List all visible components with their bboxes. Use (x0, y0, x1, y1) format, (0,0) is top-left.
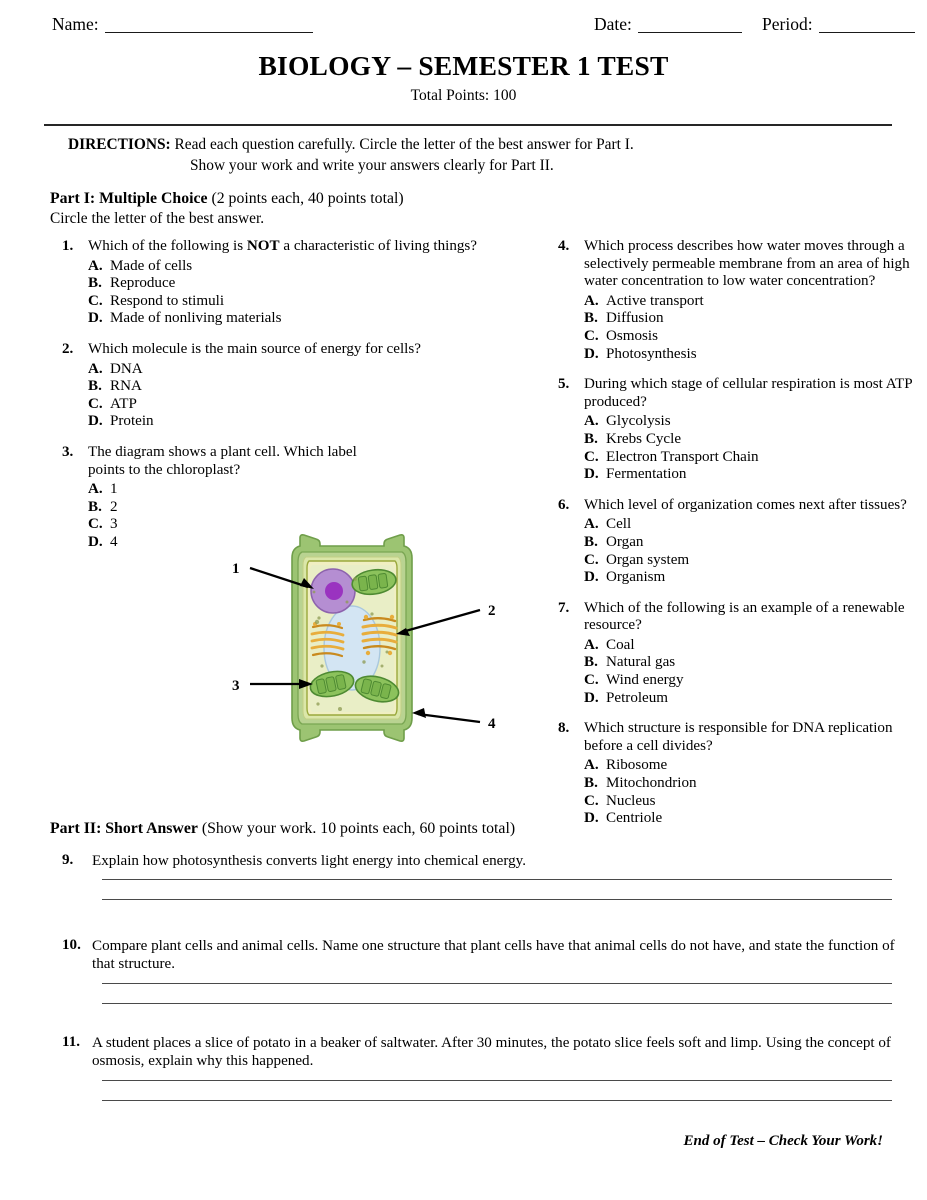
choice-b[interactable] (584, 654, 918, 672)
question-stem: A student places a slice of potato in a beaker of saltwater. After 30 minutes, the potato slice feels soft and limp. Using the concept of osmosis, explain why this happened. (92, 1035, 891, 1070)
choice-letter: C. (584, 672, 599, 689)
directions-line-2: Show your work and write your answers clearly for Part II. (190, 157, 554, 174)
choice-d[interactable] (584, 346, 918, 364)
question-number: 2. (62, 340, 74, 357)
choice-letter: A. (584, 413, 599, 430)
question-5 (558, 376, 918, 484)
question-stem: Which molecule is the main source of energy for cells? (88, 340, 421, 357)
choice-text: Photosynthesis (606, 345, 697, 362)
question-number: 10. (62, 937, 81, 953)
choice-a[interactable] (584, 413, 918, 431)
question-2 (62, 341, 502, 431)
question-stem: Which structure is responsible for DNA replication before a cell divides? (584, 720, 893, 754)
choice-text: 2 (110, 498, 118, 515)
question-stem: Explain how photosynthesis converts light energy into chemical energy. (92, 853, 526, 869)
choice-c[interactable] (88, 396, 502, 414)
question-stem: During which stage of cellular respiration is most ATP produced? (584, 376, 913, 410)
question-number: 6. (558, 496, 570, 513)
question-stem: Which level of organization comes next after tissues? (584, 496, 907, 513)
choice-b[interactable] (88, 275, 502, 293)
choice-text: RNA (110, 378, 142, 395)
choice-a[interactable] (584, 293, 918, 311)
choice-text: Cell (606, 516, 632, 533)
arrow-2-line (402, 610, 480, 632)
date-label: Date: (594, 14, 632, 34)
choice-letter: D. (584, 345, 599, 362)
answer-line[interactable] (102, 983, 892, 984)
choice-d[interactable] (584, 690, 918, 708)
part1-sub-instruction: Circle the letter of the best answer. (50, 210, 265, 227)
choice-text: Organism (606, 569, 666, 586)
choice-letter: C. (88, 395, 103, 412)
plant-cell-figure (222, 532, 512, 764)
choice-d[interactable] (584, 466, 918, 484)
choice-text: Petroleum (606, 689, 669, 706)
choice-c[interactable] (584, 449, 918, 467)
choice-text: Organ system (606, 551, 690, 568)
choice-a[interactable] (584, 637, 918, 655)
page-title: BIOLOGY – SEMESTER 1 TEST (258, 50, 669, 81)
answer-line[interactable] (102, 1003, 892, 1004)
choice-letter: D. (584, 569, 599, 586)
directions-text-1: Read each question carefully. Circle the letter of the best answer for Part I. (174, 136, 634, 153)
choice-text: 4 (110, 533, 118, 550)
stem-post: a characteristic of living things? (279, 238, 477, 254)
directions-block (68, 134, 898, 176)
choice-d[interactable] (584, 569, 918, 587)
short-answer-10 (62, 937, 898, 1023)
choice-text: Active transport (606, 292, 704, 309)
question-stem: Compare plant cells and animal cells. Name one structure that plant cells have that animal cells do not have, and state the function of that structure. (92, 938, 895, 973)
answer-lines[interactable] (102, 879, 898, 900)
question-stem: Which of the following is an example of a renewable resource? (584, 599, 905, 634)
choice-text: Protein (110, 413, 154, 430)
question-number: 1. (62, 238, 74, 254)
answer-lines[interactable] (102, 1080, 898, 1101)
choice-text: Mitochondrion (606, 775, 697, 792)
question-number: 9. (62, 852, 74, 868)
name-blank-rule[interactable] (105, 32, 313, 33)
answer-lines[interactable] (102, 983, 898, 1004)
choice-c[interactable] (584, 328, 918, 346)
directions-line-1 (68, 134, 898, 155)
question-number: 3. (62, 443, 74, 460)
choice-b[interactable] (88, 378, 502, 396)
choice-a[interactable] (88, 481, 502, 499)
choice-letter: A. (88, 257, 103, 274)
choice-letter: D. (584, 810, 599, 827)
period-field[interactable] (762, 14, 915, 35)
choice-text: Organ (606, 533, 644, 550)
choice-letter: C. (584, 792, 599, 809)
choice-d[interactable] (88, 310, 502, 328)
answer-line[interactable] (102, 1100, 892, 1101)
part1-heading-bold: Part I: Multiple Choice (50, 190, 208, 207)
question-stem: The diagram shows a plant cell. Which label points to the chloroplast? (88, 443, 357, 478)
choice-b[interactable] (88, 499, 502, 517)
choice-text: DNA (110, 360, 143, 377)
choice-text: Coal (606, 636, 635, 653)
choice-letter: D. (584, 466, 599, 483)
question-number: 4. (558, 238, 570, 254)
choice-letter: C. (584, 327, 599, 344)
choice-list (88, 361, 502, 431)
choice-letter: D. (584, 689, 599, 706)
choice-letter: D. (88, 413, 103, 430)
choice-letter: A. (584, 516, 599, 533)
choice-letter: A. (88, 360, 103, 377)
question-number: 5. (558, 376, 570, 393)
choice-letter: D. (88, 533, 103, 550)
choice-letter: C. (88, 292, 103, 309)
choice-c[interactable] (88, 293, 502, 311)
date-blank-rule[interactable] (638, 32, 742, 33)
choice-text: ATP (110, 395, 137, 412)
student-info-row (52, 14, 897, 40)
stem-emphasis: NOT (246, 238, 280, 254)
question-column-left (62, 238, 502, 565)
choice-letter: A. (584, 636, 599, 653)
choice-c[interactable] (584, 672, 918, 690)
choice-a[interactable] (584, 516, 918, 534)
header-divider (44, 124, 892, 126)
choice-d[interactable] (584, 810, 918, 828)
choice-text: 1 (110, 481, 118, 498)
part2-heading-bold: Part II: Short Answer (50, 820, 198, 837)
choice-text: Natural gas (606, 654, 676, 671)
choice-list (584, 293, 918, 363)
period-blank-rule[interactable] (819, 32, 915, 33)
choice-text: 3 (110, 516, 118, 533)
choice-letter: C. (88, 516, 103, 533)
choice-text: Respond to stimuli (110, 292, 225, 309)
stem-pre: Which of the following is (88, 238, 247, 254)
question-stem: Which process describes how water moves through a selectively permeable membrane from an area of high water concentration to low water concentration? (584, 238, 910, 290)
date-field[interactable] (594, 14, 742, 35)
part2-heading (50, 820, 515, 838)
question-number: 11. (62, 1034, 81, 1050)
choice-letter: B. (584, 430, 598, 447)
choice-list (584, 516, 918, 586)
figure-label-4: 4 (488, 716, 496, 732)
choice-a[interactable] (88, 258, 502, 276)
figure-label-1: 1 (232, 561, 240, 577)
choice-c[interactable] (584, 793, 918, 811)
answer-line[interactable] (102, 899, 892, 900)
choice-letter: C. (584, 551, 599, 568)
part2-heading-rest: (Show your work. 10 points each, 60 points total) (201, 820, 516, 837)
choice-text: Osmosis (606, 327, 659, 344)
part1-heading (50, 190, 404, 208)
choice-list (584, 637, 918, 707)
choice-letter: B. (584, 310, 598, 327)
name-label: Name: (52, 14, 99, 34)
choice-letter: A. (88, 481, 103, 498)
answer-line[interactable] (102, 879, 892, 880)
choice-letter: D. (88, 310, 103, 327)
choice-c[interactable] (584, 552, 918, 570)
question-1 (62, 238, 502, 328)
choice-letter: B. (584, 775, 598, 792)
question-number: 8. (558, 720, 570, 737)
end-of-test-note: End of Test – Check Your Work! (683, 1133, 883, 1149)
choice-letter: B. (88, 378, 102, 395)
choice-b[interactable] (584, 534, 918, 552)
choice-letter: C. (584, 448, 599, 465)
part1-heading-rest: (2 points each, 40 points total) (211, 190, 404, 207)
question-8 (558, 720, 918, 828)
figure-label-2: 2 (488, 603, 496, 619)
name-field[interactable] (52, 14, 313, 35)
choice-letter: B. (88, 275, 102, 292)
choice-b[interactable] (584, 310, 918, 328)
question-7 (558, 600, 918, 708)
question-column-right (558, 238, 918, 841)
choice-text: Fermentation (606, 466, 687, 483)
choice-text: Reproduce (110, 275, 176, 292)
figure-label-3: 3 (232, 678, 240, 694)
short-answer-9 (62, 852, 898, 919)
arrow-4-line (418, 714, 480, 722)
choice-letter: B. (584, 654, 598, 671)
nucleus-icon (311, 569, 355, 613)
choice-a[interactable] (584, 757, 918, 775)
choice-text: Nucleus (606, 792, 656, 809)
total-points-subtitle: Total Points: 100 (410, 87, 517, 104)
choice-text: Electron Transport Chain (606, 448, 759, 465)
choice-letter: B. (584, 533, 598, 550)
question-stem (88, 238, 502, 256)
question-6 (558, 497, 918, 587)
choice-text: Diffusion (606, 310, 664, 327)
period-label: Period: (762, 14, 813, 34)
choice-b[interactable] (584, 775, 918, 793)
choice-text: Glycolysis (606, 413, 671, 430)
choice-a[interactable] (88, 361, 502, 379)
choice-text: Wind energy (606, 672, 684, 689)
choice-list (584, 757, 918, 827)
choice-text: Ribosome (606, 757, 668, 774)
choice-b[interactable] (584, 431, 918, 449)
choice-text: Made of nonliving materials (110, 310, 282, 327)
choice-text: Made of cells (110, 257, 193, 274)
choice-letter: B. (88, 498, 102, 515)
choice-letter: A. (584, 757, 599, 774)
question-number: 7. (558, 599, 570, 616)
directions-label: DIRECTIONS: (68, 136, 171, 153)
choice-d[interactable] (88, 413, 502, 431)
choice-text: Krebs Cycle (606, 430, 682, 447)
choice-text: Centriole (606, 810, 663, 827)
choice-letter: A. (584, 292, 599, 309)
short-answer-11 (62, 1034, 898, 1120)
question-4 (558, 238, 918, 363)
choice-list (88, 258, 502, 328)
answer-line[interactable] (102, 1080, 892, 1081)
choice-list (584, 413, 918, 483)
